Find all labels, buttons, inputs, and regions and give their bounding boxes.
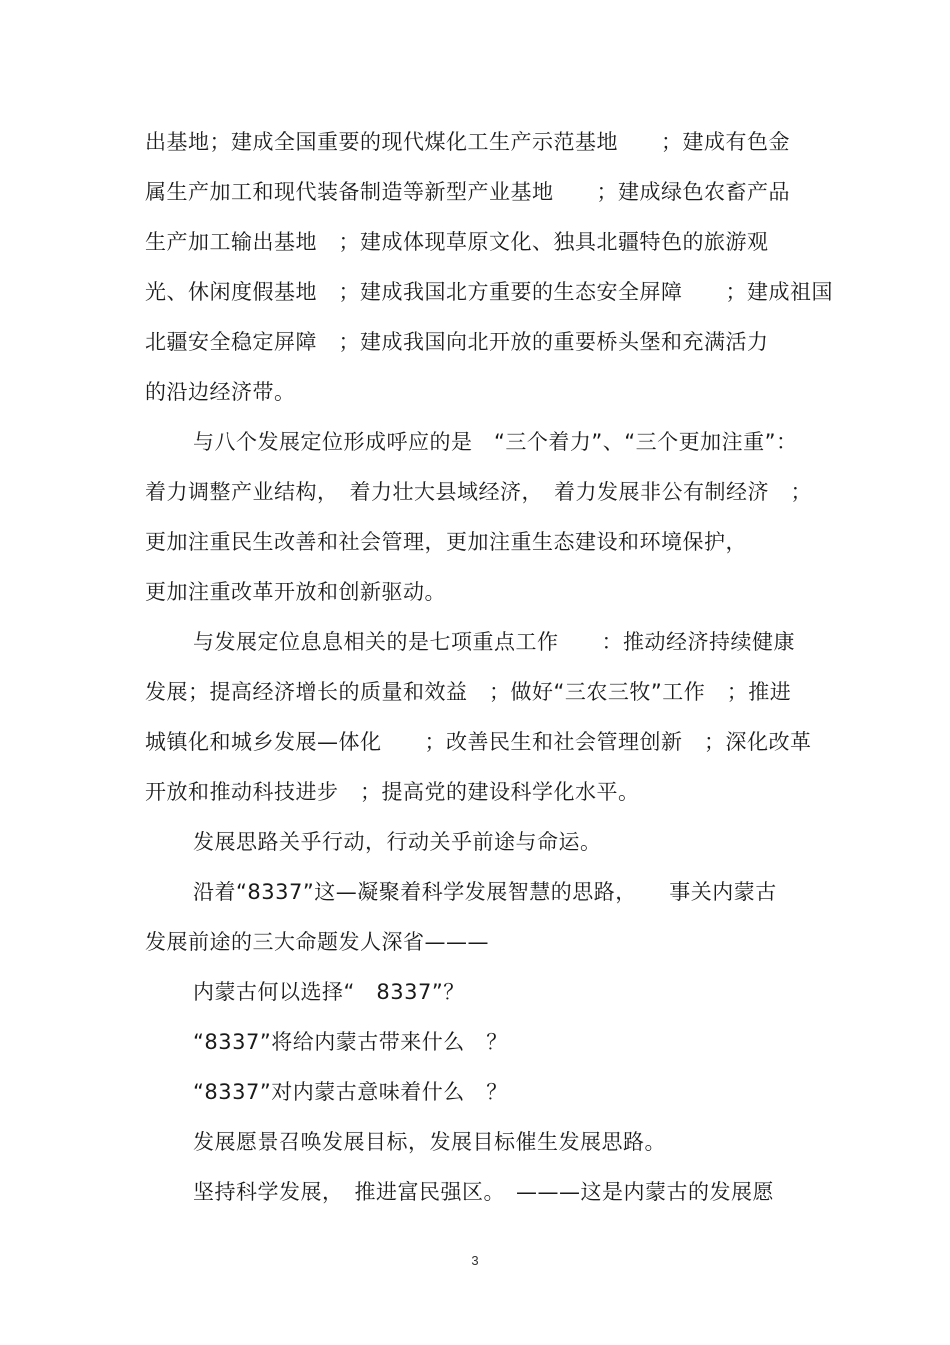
paragraph-first-line: 沿着“8337”这—凝聚着科学发展智慧的思路， 事关内蒙古 [193, 880, 777, 904]
text-line: 着力调整产业结构， 着力壮大县域经济， 着力发展非公有制经济 ； [145, 480, 812, 504]
text-line: 的沿边经济带。 [145, 380, 296, 404]
text-line: 属生产加工和现代装备制造等新型产业基地 ；建成绿色农畜产品 [145, 180, 790, 204]
paragraph-first-line: 坚持科学发展， 推进富民强区。 ———这是内蒙古的发展愿 [193, 1180, 774, 1204]
text-line: 城镇化和城乡发展—体化 ；改善民生和社会管理创新 ；深化改革 [145, 730, 812, 754]
paragraph-first-line: 与发展定位息息相关的是七项重点工作 ：推动经济持续健康 [193, 630, 795, 654]
paragraph-first-line: “8337”对内蒙古意味着什么 ？ [193, 1080, 508, 1104]
text-line: 生产加工输出基地 ；建成体现草原文化、独具北疆特色的旅游观 [145, 230, 769, 254]
text-line: 开放和推动科技进步 ；提高党的建设科学化水平。 [145, 780, 640, 804]
text-line: 更加注重改革开放和创新驱动。 [145, 580, 446, 604]
text-line: 光、休闲度假基地 ；建成我国北方重要的生态安全屏障 ；建成祖国 [145, 280, 833, 304]
text-line: 北疆安全稳定屏障 ；建成我国向北开放的重要桥头堡和充满活力 [145, 330, 769, 354]
paragraph-first-line: 内蒙古何以选择“ 8337”？ [193, 980, 465, 1004]
text-line: 更加注重民生改善和社会管理，更加注重生态建设和环境保护， [145, 530, 747, 554]
text-line: 发展；提高经济增长的质量和效益 ；做好“三农三牧”工作 ；推进 [145, 680, 792, 704]
text-line: 出基地；建成全国重要的现代煤化工生产示范基地 ；建成有色金 [145, 130, 790, 154]
paragraph-first-line: 发展愿景召唤发展目标，发展目标催生发展思路。 [193, 1130, 666, 1154]
paragraph-first-line: 与八个发展定位形成呼应的是 “三个着力”、“三个更加注重”： [193, 430, 798, 454]
text-line: 发展前途的三大命题发人深省——— [145, 930, 489, 954]
page-number: 3 [471, 1253, 479, 1268]
paragraph-first-line: “8337”将给内蒙古带来什么 ？ [193, 1030, 508, 1054]
paragraph-first-line: 发展思路关乎行动，行动关乎前途与命运。 [193, 830, 602, 854]
